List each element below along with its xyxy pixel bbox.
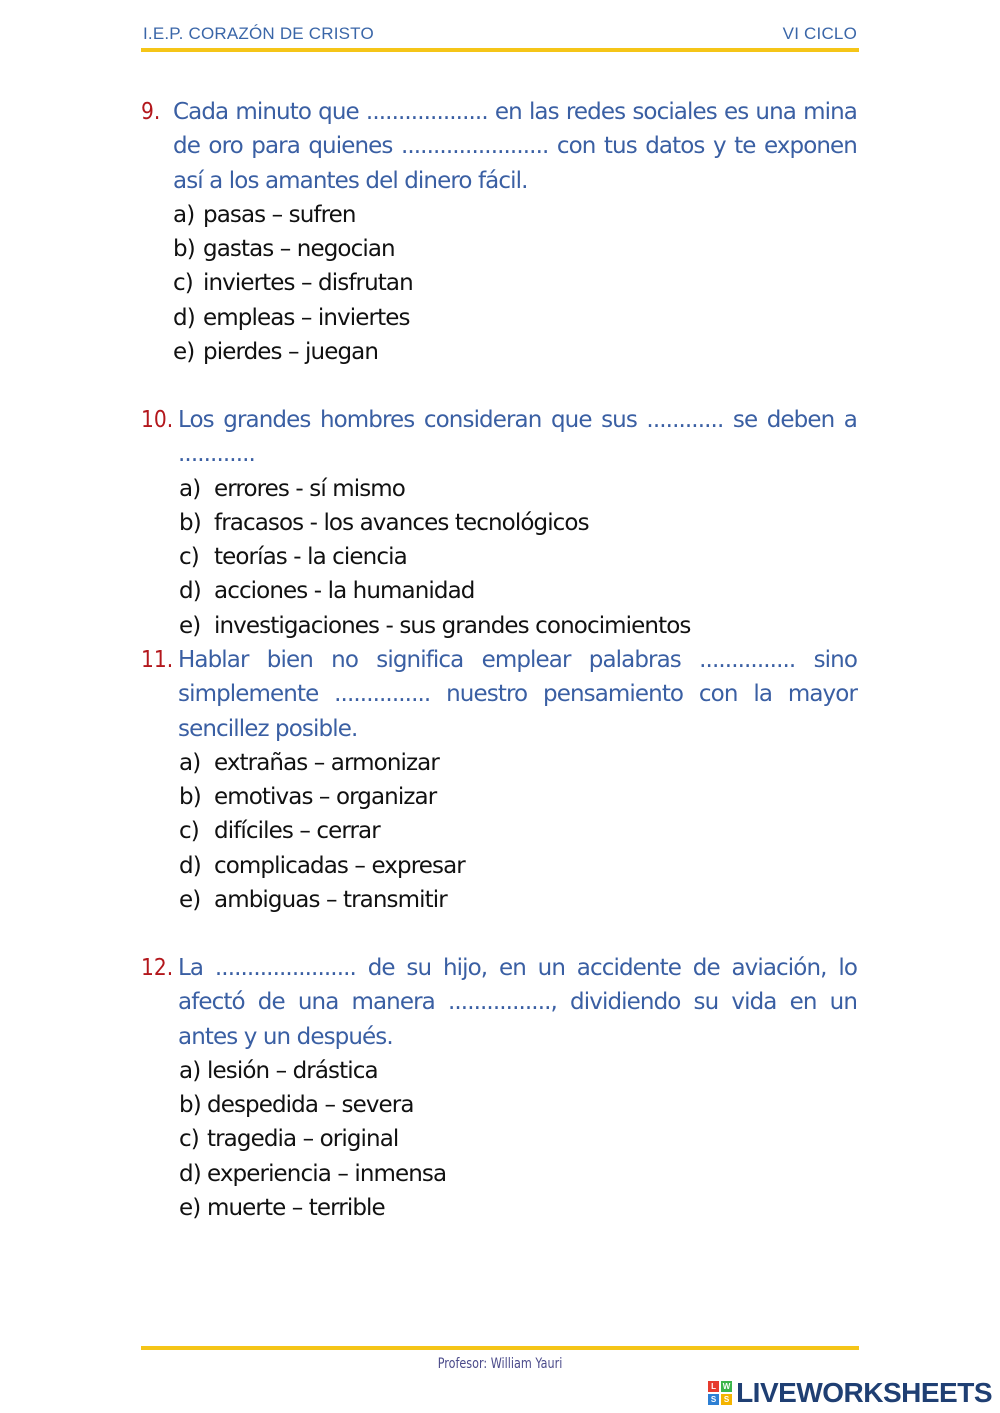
options-list [179, 746, 857, 917]
logo-tile: S [721, 1394, 732, 1405]
option-letter: c) [173, 270, 193, 297]
logo-tile: S [708, 1394, 719, 1405]
option-c[interactable] [179, 814, 857, 848]
option-text: lesión – drástica [207, 1057, 378, 1084]
option-e[interactable] [179, 883, 857, 917]
option-text: experiencia – inmensa [207, 1160, 447, 1187]
option-text: acciones - la humanidad [214, 578, 475, 605]
option-a[interactable] [179, 1054, 857, 1088]
options-list [179, 1054, 857, 1225]
option-text: errores - sí mismo [214, 475, 405, 502]
question-text: Los grandes hombres consideran que sus ............ se deben a ............ [178, 407, 857, 468]
option-c[interactable] [173, 266, 857, 300]
option-c[interactable] [179, 1122, 857, 1156]
options-list [179, 472, 857, 643]
option-letter: b) [173, 236, 195, 263]
option-a[interactable] [179, 746, 857, 780]
option-d[interactable] [179, 574, 857, 608]
option-letter: a) [179, 475, 201, 502]
option-text: difíciles – cerrar [214, 818, 380, 845]
question-number: 11. [141, 647, 174, 673]
option-letter: e) [179, 1195, 201, 1222]
option-d[interactable] [179, 849, 857, 883]
option-letter: e) [179, 887, 201, 914]
option-letter: d) [179, 852, 201, 879]
option-c[interactable] [179, 540, 857, 574]
question-number: 10. [141, 407, 174, 433]
options-list [173, 198, 857, 369]
option-text: emotivas – organizar [214, 784, 437, 811]
school-name: I.E.P. CORAZÓN DE CRISTO [143, 24, 374, 43]
question-number: 12. [141, 955, 174, 981]
option-text: pierdes – juegan [203, 339, 379, 366]
option-letter: b) [179, 509, 201, 536]
question-text: Hablar bien no significa emplear palabras ............... sino simplemente ............... nuestro pensamiento con la mayor sencillez posible. [178, 647, 857, 742]
option-b[interactable] [179, 1088, 857, 1122]
option-d[interactable] [173, 301, 857, 335]
option-letter: d) [179, 578, 201, 605]
brand-name: LIVEWORKSHEETS [736, 1377, 992, 1408]
option-a[interactable] [173, 198, 857, 232]
option-letter: d) [179, 1160, 201, 1187]
option-letter: b) [179, 1092, 201, 1119]
page-header [141, 22, 859, 52]
option-text: fracasos - los avances tecnológicos [214, 509, 589, 536]
option-letter: a) [179, 749, 201, 776]
option-a[interactable] [179, 472, 857, 506]
option-text: muerte – terrible [207, 1195, 385, 1222]
question-12 [141, 951, 857, 1225]
question-9 [141, 95, 857, 369]
option-letter: c) [179, 1126, 199, 1153]
question-text: Cada minuto que ................... en las redes sociales es una mina de oro para quienes ....................... con tus datos y te exponen así a los amantes del dinero fácil. [173, 99, 857, 194]
option-letter: a) [173, 201, 195, 228]
option-text: tragedia – original [207, 1126, 399, 1153]
option-text: complicadas – expresar [214, 852, 465, 879]
liveworksheets-brand[interactable] [708, 1377, 992, 1409]
option-text: investigaciones - sus grandes conocimientos [214, 612, 691, 639]
option-e[interactable] [179, 609, 857, 643]
option-letter: c) [179, 818, 199, 845]
question-10 [141, 403, 857, 643]
option-text: gastas – negocian [203, 236, 395, 263]
option-letter: a) [179, 1057, 201, 1084]
question-11 [141, 643, 857, 917]
option-b[interactable] [173, 232, 857, 266]
cycle-label: VI CICLO [782, 24, 857, 43]
option-text: extrañas – armonizar [214, 749, 439, 776]
footer-divider [141, 1346, 859, 1350]
option-text: ambiguas – transmitir [214, 887, 447, 914]
option-b[interactable] [179, 780, 857, 814]
liveworksheets-logo-icon [708, 1381, 732, 1405]
teacher-credit: Profesor: William Yauri [437, 1356, 563, 1372]
option-letter: e) [173, 339, 195, 366]
logo-tile: W [722, 1382, 731, 1391]
logo-tile: L [708, 1381, 719, 1392]
option-text: teorías - la ciencia [214, 544, 407, 571]
question-number: 9. [141, 99, 161, 125]
option-text: despedida – severa [207, 1092, 414, 1119]
option-letter: e) [179, 612, 201, 639]
option-d[interactable] [179, 1157, 857, 1191]
option-letter: d) [173, 304, 195, 331]
option-letter: c) [179, 544, 199, 571]
option-b[interactable] [179, 506, 857, 540]
option-letter: b) [179, 784, 201, 811]
option-text: empleas – inviertes [203, 304, 410, 331]
question-text: La ...................... de su hijo, en un accidente de aviación, lo afectó de una manera ................, dividiendo su vida en un antes y un después. [178, 955, 857, 1050]
option-e[interactable] [179, 1191, 857, 1225]
option-text: pasas – sufren [203, 201, 356, 228]
option-e[interactable] [173, 335, 857, 369]
option-text: inviertes – disfrutan [203, 270, 413, 297]
